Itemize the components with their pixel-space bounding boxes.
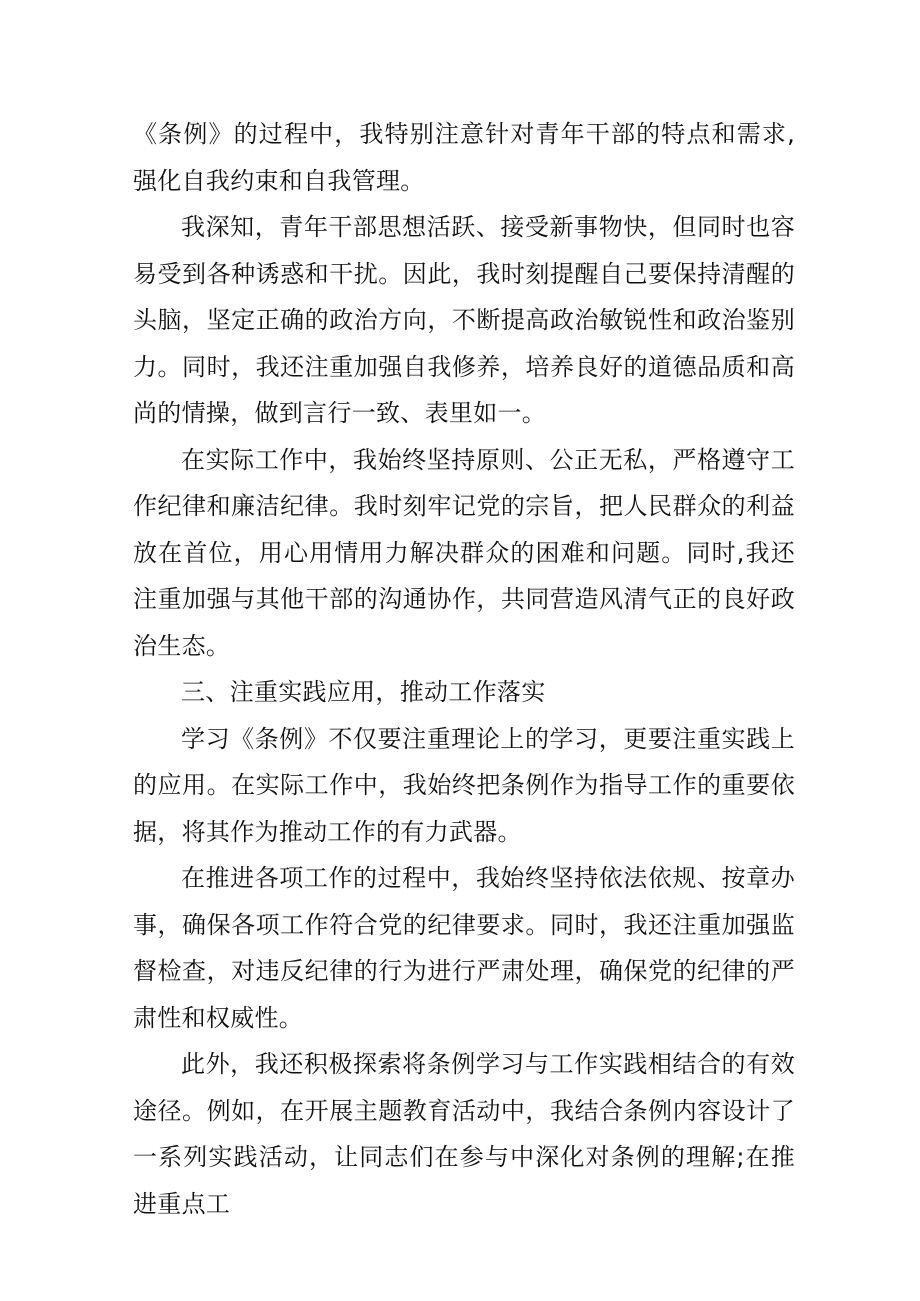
paragraph-study-application: 学习《条例》不仅要注重理论上的学习，更要注重实践上的应用。在实际工作中，我始终把条例作为指导工作的重要依据，将其作为推动工作的有力武器。 (133, 724, 795, 846)
section-heading-three: 三、注重实践应用，推动工作落实 (181, 678, 546, 706)
paragraph-practical-work: 在实际工作中，我始终坚持原则、公正无私，严格遵守工作纪律和廉洁纪律。我时刻牢记党的宗旨，把人民群众的利益放在首位，用心用情用力解决群众的困难和问题。同时,我还注重加强与其他干部的沟通协作，共同营造风清气正的良好政治生态。 (133, 445, 795, 660)
paragraph-exploration: 此外，我还积极探索将条例学习与工作实践相结合的有效途径。例如，在开展主题教育活动中，我结合条例内容设计了一系列实践活动，让同志们在参与中深化对条例的理解;在推进重点工 (133, 1050, 795, 1218)
paragraph-advancing-work: 在推进各项工作的过程中，我始终坚持依法依规、按章办事，确保各项工作符合党的纪律要求。同时，我还注重加强监督检查，对违反纪律的行为进行严肃处理，确保党的纪律的严肃性和权威性。 (133, 864, 795, 1032)
body-text (133, 111, 795, 1227)
paragraph-youth-cadres: 我深知，青年干部思想活跃、接受新事物快，但同时也容易受到各种诱惑和干扰。因此，我时刻提醒自己要保持清醒的头脑，坚定正确的政治方向，不断提高政治敏锐性和政治鉴别力。同时，我还注重加强自我修养，培养良好的道德品质和高尚的情操，做到言行一致、表里如一。 (133, 213, 795, 427)
paragraph-continuation: 《条例》的过程中，我特别注意针对青年干部的特点和需求,强化自我约束和自我管理。 (133, 120, 795, 195)
